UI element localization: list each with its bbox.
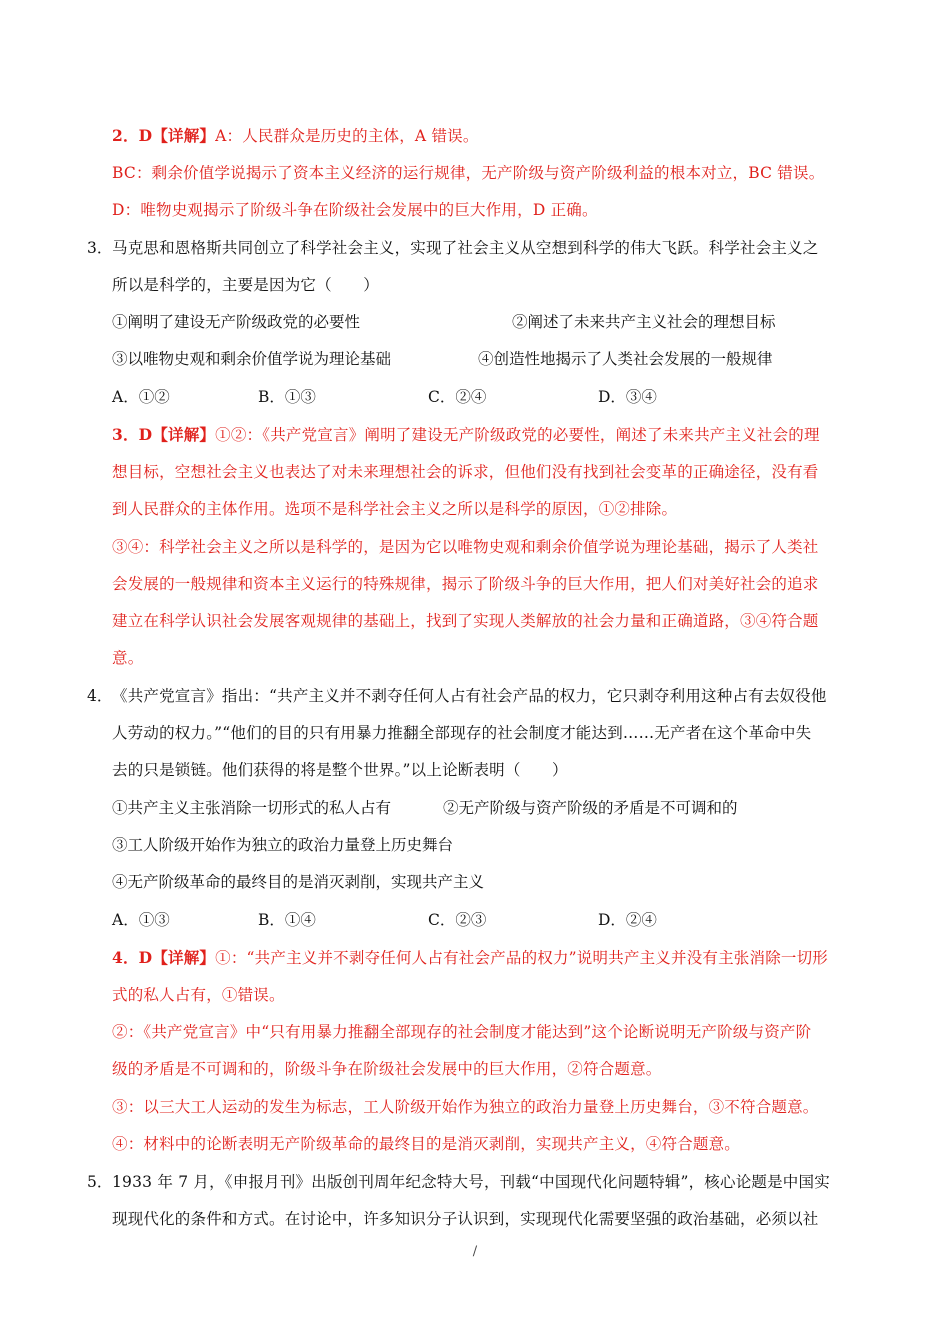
q4-option-a: A．①③	[112, 911, 170, 929]
q3-option-d: D．③④	[598, 388, 657, 406]
q4-item-3: ③工人阶级开始作为独立的政治力量登上历史舞台	[112, 836, 454, 854]
q5-number: 5．	[87, 1173, 113, 1191]
q3-option-a: A．①②	[112, 388, 170, 406]
q3-answer-line-7: 意。	[112, 649, 144, 667]
q4-answer-line-1	[112, 947, 828, 969]
q3-item-2: ②阐述了未来共产主义社会的理想目标	[512, 313, 776, 331]
q3-stem-line-2: 所以是科学的，主要是因为它（ ）	[112, 276, 379, 294]
q4-answer-line-4: 级的矛盾是不可调和的，阶级斗争在阶级社会发展中的巨大作用，②符合题意。	[112, 1060, 662, 1078]
q3-answer-line-3: 到人民群众的主体作用。选项不是科学社会主义之所以是科学的原因，①②排除。	[112, 500, 678, 518]
q2-answer-line-1	[112, 125, 479, 147]
q3-answer-text: ①②：《共产党宣言》阐明了建设无产阶级政党的必要性，阐述了未来共产主义社会的理	[215, 426, 820, 444]
q3-item-3: ③以唯物史观和剩余价值学说为理论基础	[112, 350, 392, 368]
q4-item-2: ②无产阶级与资产阶级的矛盾是不可调和的	[443, 799, 738, 817]
q4-option-d: D．②④	[598, 911, 657, 929]
q2-answer-line-2: BC：剩余价值学说揭示了资本主义经济的运行规律，无产阶级与资产阶级利益的根本对立，BC 错误。	[112, 164, 825, 182]
q3-number: 3．	[87, 239, 113, 257]
q4-number: 4．	[87, 687, 113, 705]
q3-option-c: C．②④	[428, 388, 487, 406]
q3-answer-line-6: 建立在科学认识社会发展客观规律的基础上，找到了实现人类解放的社会力量和正确道路，③④符合题	[112, 612, 819, 630]
q4-stem-line-1: 《共产党宣言》指出：“共产主义并不剥夺任何人占有社会产品的权力，它只剥夺利用这种占有去奴役他	[112, 687, 827, 705]
q5-stem-line-2: 现现代化的条件和方式。在讨论中，许多知识分子认识到，实现现代化需要坚强的政治基础，必须以社	[112, 1210, 819, 1228]
q5-stem-line-1: 1933 年 7 月，《申报月刊》出版创刊周年纪念特大号，刊载“中国现代化问题特辑”，核心论题是中国实	[112, 1173, 830, 1191]
q3-stem-line-1: 马克思和恩格斯共同创立了科学社会主义，实现了社会主义从空想到科学的伟大飞跃。科学社会主义之	[112, 239, 819, 257]
q4-answer-line-6: ④：材料中的论断表明无产阶级革命的最终目的是消灭剥削，实现共产主义，④符合题意。	[112, 1135, 741, 1153]
q4-stem-line-3: 去的只是锁链。他们获得的将是整个世界。”以上论断表明（ ）	[112, 761, 568, 779]
q2-answer-text: A：人民群众是历史的主体，A 错误。	[215, 127, 479, 145]
q2-answer-line-3: D：唯物史观揭示了阶级斗争在阶级社会发展中的巨大作用，D 正确。	[112, 201, 598, 219]
q4-answer-line-5: ③：以三大工人运动的发生为标志，工人阶级开始作为独立的政治力量登上历史舞台，③不符合题意。	[112, 1098, 819, 1116]
q4-item-1: ①共产主义主张消除一切形式的私人占有	[112, 799, 392, 817]
q4-answer-text: ①：“共产主义并不剥夺任何人占有社会产品的权力”说明共产主义并没有主张消除一切形	[215, 949, 828, 967]
q3-item-1: ①阐明了建设无产阶级政党的必要性	[112, 313, 361, 331]
q4-option-c: C．②③	[428, 911, 487, 929]
q2-answer-head: 2．D【详解】	[112, 126, 216, 145]
q3-answer-head: 3．D【详解】	[112, 425, 216, 444]
q3-answer-line-1	[112, 424, 820, 446]
q4-option-b: B．①④	[258, 911, 316, 929]
q3-answer-line-5: 会发展的一般规律和资本主义运行的特殊规律，揭示了阶级斗争的巨大作用，把人们对美好社会的追求	[112, 575, 819, 593]
q4-answer-line-2: 式的私人占有，①错误。	[112, 986, 285, 1004]
q3-option-b: B．①③	[258, 388, 316, 406]
q4-answer-head: 4．D【详解】	[112, 948, 216, 967]
q4-answer-line-3: ②：《共产党宣言》中“只有用暴力推翻全部现存的社会制度才能达到”这个论断说明无产阶级与资产阶	[112, 1023, 812, 1041]
q4-item-4: ④无产阶级革命的最终目的是消灭剥削，实现共产主义	[112, 873, 485, 891]
q3-answer-line-4: ③④：科学社会主义之所以是科学的，是因为它以唯物史观和剩余价值学说为理论基础，揭示了人类社	[112, 538, 819, 556]
q3-answer-line-2: 想目标，空想社会主义也表达了对未来理想社会的诉求，但他们没有找到社会变革的正确途径，没有看	[112, 463, 819, 481]
q3-item-4: ④创造性地揭示了人类社会发展的一般规律	[478, 350, 773, 368]
q4-stem-line-2: 人劳动的权力。”“他们的目的只有用暴力推翻全部现存的社会制度才能达到……无产者在这个革命中失	[112, 724, 812, 742]
page-footer: /	[472, 1244, 478, 1259]
